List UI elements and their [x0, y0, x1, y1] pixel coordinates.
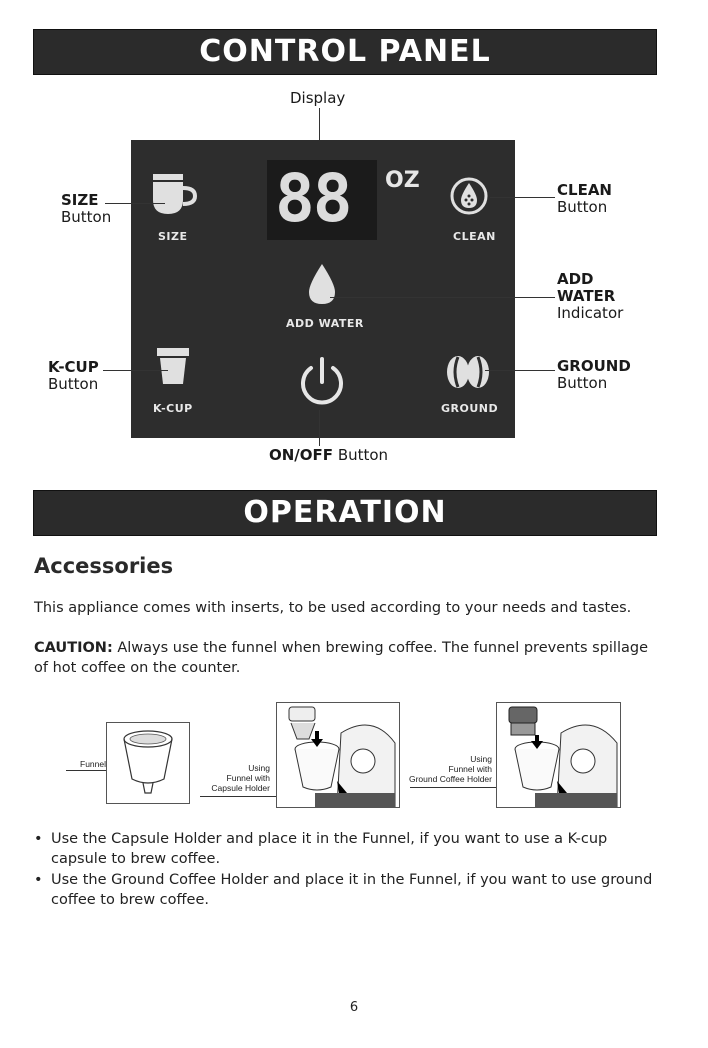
display-label: Display — [290, 89, 346, 107]
control-panel-image — [131, 140, 515, 438]
onoff-label-rest: Button — [337, 446, 389, 464]
clean-button-label — [557, 182, 612, 216]
panel-ground-text: GROUND — [441, 402, 499, 415]
capsule-caption-line — [200, 796, 276, 797]
capsule-caption-line3: Capsule Holder — [211, 783, 270, 793]
coffee-beans-icon — [443, 352, 493, 392]
water-drop-icon — [307, 262, 337, 306]
intro-paragraph: This appliance comes with inserts, to be used according to your needs and tastes. — [34, 600, 632, 616]
clean-label-rest: Button — [557, 198, 608, 216]
capsule-holder-drawing — [277, 703, 399, 807]
ground-caption-line1: Using — [470, 754, 492, 764]
funnel-caption-line — [66, 770, 106, 771]
size-leader-line — [105, 203, 165, 204]
caution-text: Always use the funnel when brewing coffee. The funnel prevents spillage of hot coffee on the counter. — [34, 640, 649, 676]
panel-clean-text: CLEAN — [453, 230, 496, 243]
funnel-illustration — [106, 722, 190, 804]
size-button-label — [61, 192, 111, 226]
capsule-caption-line2: Funnel with — [226, 773, 270, 783]
ground-caption-line — [410, 787, 496, 788]
caution-label: CAUTION: — [34, 640, 113, 656]
operation-heading: OPERATION — [33, 490, 657, 536]
addwater-label-rest: Indicator — [557, 304, 624, 322]
ground-coffee-holder-illustration — [496, 702, 621, 808]
kcup-button-label — [48, 359, 99, 393]
ground-leader-line — [485, 370, 555, 371]
ground-label-rest: Button — [557, 374, 608, 392]
size-label-bold: SIZE — [61, 191, 99, 209]
kcup-leader-line — [103, 370, 168, 371]
funnel-caption: Funnel — [80, 759, 106, 769]
kcup-label-rest: Button — [48, 375, 99, 393]
funnel-drawing — [107, 723, 189, 803]
clean-label-bold: CLEAN — [557, 181, 612, 199]
capsule-holder-illustration — [276, 702, 400, 808]
display-digits: 88 — [275, 160, 351, 237]
ground-caption-line2: Funnel with — [448, 764, 492, 774]
capsule-holder-caption — [196, 763, 270, 793]
clean-droplet-icon — [449, 176, 489, 216]
ground-button-label — [557, 358, 631, 392]
ground-label-bold: GROUND — [557, 357, 631, 375]
control-panel-heading: CONTROL PANEL — [33, 29, 657, 75]
accessory-bullet-list — [34, 829, 659, 911]
display-unit: OZ — [385, 168, 420, 193]
addwater-label-bold1: ADD — [557, 270, 594, 288]
kcup-label-bold: K-CUP — [48, 358, 99, 376]
addwater-leader-line — [330, 297, 555, 298]
panel-kcup-text: K-CUP — [153, 402, 193, 415]
onoff-button-label — [269, 447, 388, 464]
onoff-label-bold: ON/OFF — [269, 446, 334, 464]
accessories-heading: Accessories — [34, 554, 174, 578]
caution-paragraph — [34, 638, 664, 678]
panel-size-text: SIZE — [158, 230, 188, 243]
size-label-rest: Button — [61, 208, 112, 226]
ground-holder-caption — [406, 754, 492, 784]
list-item: • Use the Ground Coffee Holder and place it in the Funnel, if you want to use ground coffee to brew coffee. — [34, 870, 659, 910]
power-icon — [295, 354, 349, 410]
capsule-caption-line1: Using — [248, 763, 270, 773]
coffee-cup-icon — [145, 170, 205, 220]
panel-addwater-text: ADD WATER — [286, 317, 364, 330]
clean-leader-line — [490, 197, 555, 198]
digital-display — [267, 160, 377, 240]
list-item: • Use the Capsule Holder and place it in the Funnel, if you want to use a K-cup capsule to brew coffee. — [34, 829, 659, 869]
add-water-indicator-label — [557, 271, 623, 322]
ground-holder-drawing — [497, 703, 620, 807]
ground-caption-line3: Ground Coffee Holder — [408, 774, 492, 784]
addwater-label-bold2: WATER — [557, 287, 616, 305]
k-cup-icon — [153, 344, 193, 388]
onoff-leader-line — [319, 410, 320, 446]
page-number: 6 — [349, 1000, 359, 1015]
